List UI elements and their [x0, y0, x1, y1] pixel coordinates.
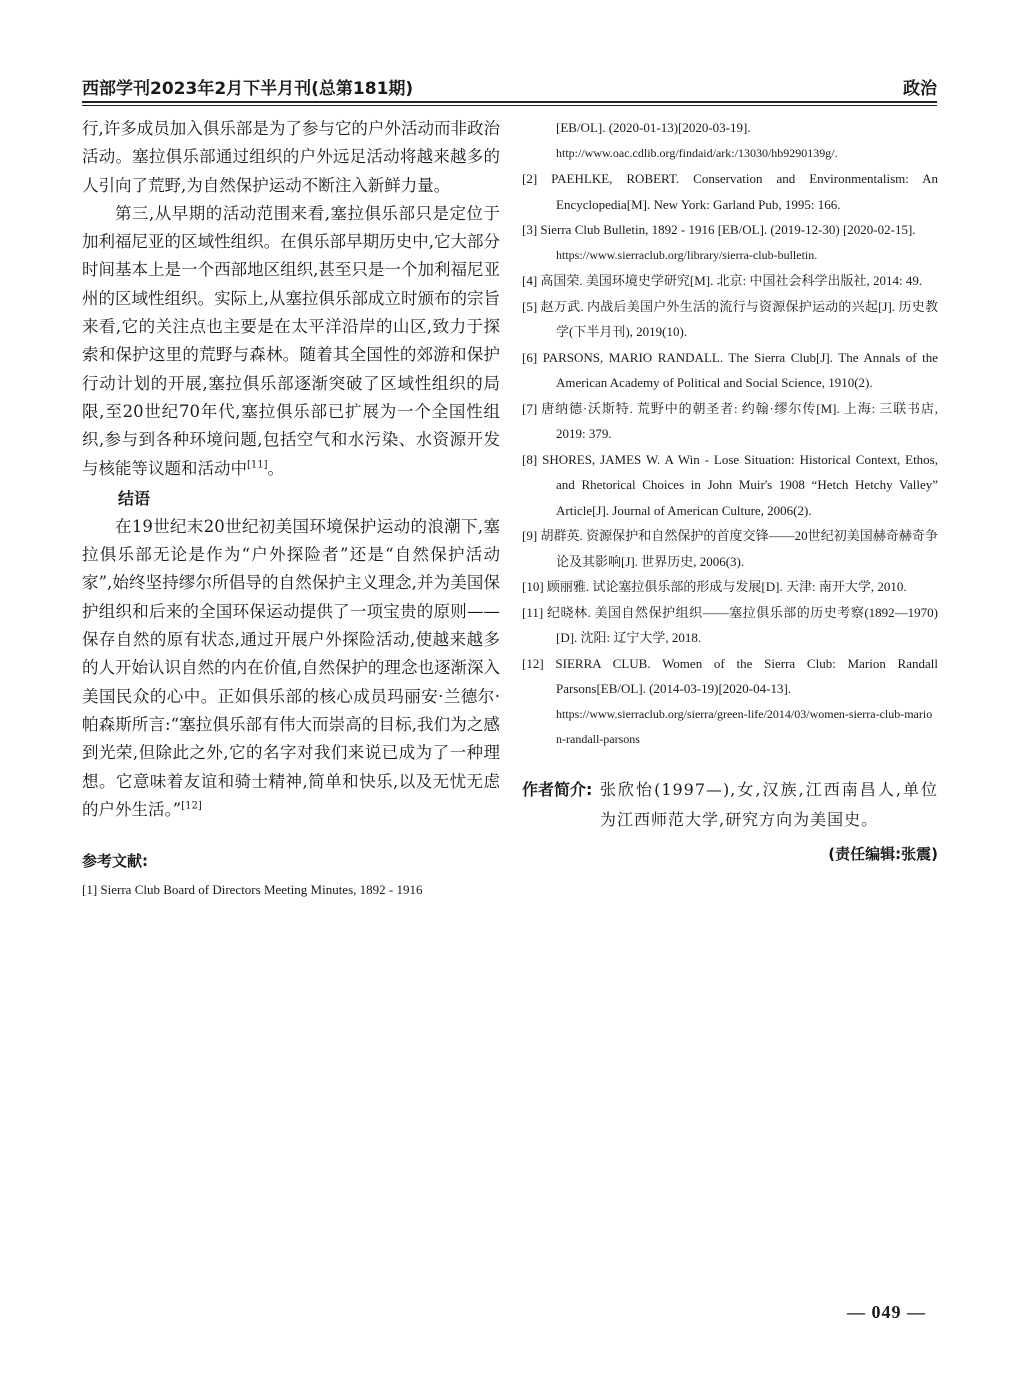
right-column: [522, 115, 938, 864]
reference-12-url: https://www.sierraclub.org/sierra/green-life/2014/03/women-sierra-club-marion-randall-parsons: [556, 706, 933, 746]
page-number: — 049 —: [847, 1302, 926, 1322]
reference-2: [2] PAEHLKE, ROBERT. Conservation and Environmentalism: An Encyclopedia[M]. New York: Garland Pub, 1995: 166.: [522, 171, 938, 212]
reference-7: [7] 唐纳德·沃斯特. 荒野中的朝圣者: 约翰·缪尔传[M]. 上海: 三联书店, 2019: 379.: [522, 400, 938, 441]
reference-9: [9] 胡群英. 资源保护和自然保护的首度交锋——20世纪初美国赫奇赫奇争论及其影响[J]. 世界历史, 2006(3).: [522, 528, 938, 569]
reference-1-url: http://www.oac.cdlib.org/findaid/ark:/13030/hb9290139g/.: [556, 145, 838, 160]
header-rule: [82, 101, 937, 103]
citation-11: [11]: [247, 459, 268, 471]
paragraph-2: [82, 200, 500, 483]
reference-1: [1] Sierra Club Board of Directors Meeting Minutes, 1892 - 1916: [82, 882, 423, 898]
author-bio-text: 张欣怡(1997—),女,汉族,江西南昌人,单位为江西师范大学,研究方向为美国史。: [600, 779, 938, 829]
reference-5: [5] 赵万武. 内战后美国户外生活的流行与资源保护运动的兴起[J]. 历史教学(下半月刊), 2019(10).: [522, 298, 938, 339]
paragraph-2-text: 第三,从早期的活动范围来看,塞拉俱乐部只是定位于加利福尼亚的区域性组织。在俱乐部早期历史中,它大部分时间基本上是一个西部地区组织,甚至只是一个加利福尼亚州的区域性组织。实际上,从塞拉俱乐部成立时颁布的宗旨来看,它的关注点也主要是在太平洋沿岸的山区,致力于探索和保护这里的荒野与森林。随着其全国性的郊游和保护行动计划的开展,塞拉俱乐部逐渐突破了区域性组织的局限,至20世纪70年代,塞拉俱乐部已扩展为一个全国性组织,参与到各种环境问题,包括空气和水污染、水资源开发与核能等议题和活动中: [82, 203, 500, 478]
citation-12: [12]: [181, 800, 202, 812]
reference-3: [3] Sierra Club Bulletin, 1892 - 1916 [EB/OL]. (2019-12-30) [2020-02-15].: [522, 222, 916, 237]
paragraph-3: [82, 513, 500, 824]
references-title: 参考文献:: [82, 852, 148, 871]
reference-4: [4] 高国荣. 美国环境史学研究[M]. 北京: 中国社会科学出版社, 2014: 49.: [522, 273, 923, 288]
reference-11: [11] 纪晓林. 美国自然保护组织——塞拉俱乐部的历史考察(1892—1970)[D]. 沈阳: 辽宁大学, 2018.: [522, 604, 938, 645]
left-column: [82, 115, 500, 903]
journal-title: 西部学刊2023年2月下半月刊(总第181期): [82, 79, 414, 99]
paragraph-2-end: 。: [267, 458, 285, 478]
reference-12: [12] SIERRA CLUB. Women of the Sierra Club: Marion Randall Parsons[EB/OL]. (2014-03-19)[2020-04-13].: [522, 655, 938, 696]
responsible-editor: (责任编辑:张震): [828, 844, 938, 863]
conclusion-heading: 结语: [118, 488, 151, 508]
header-rule-thin: [82, 105, 937, 106]
reference-3-url: https://www.sierraclub.org/library/sierra-club-bulletin.: [556, 247, 818, 262]
reference-8: [8] SHORES, JAMES W. A Win - Lose Situation: Historical Context, Ethos, and Rhetorical Choices in John Muir's 1908 “Hetch Hetchy Valley” Article[J]. Journal of American Culture, 2006(2).: [522, 451, 938, 518]
author-bio-label: 作者简介:: [522, 779, 593, 799]
reference-6: [6] PARSONS, MARIO RANDALL. The Sierra Club[J]. The Annals of the American Academy of Political and Social Science, 1910(2).: [522, 349, 938, 390]
section-label: 政治: [903, 79, 937, 99]
reference-10: [10] 顾丽雅. 试论塞拉俱乐部的形成与发展[D]. 天津: 南开大学, 2010.: [522, 579, 907, 594]
paragraph-3-text: 在19世纪末20世纪初美国环境保护运动的浪潮下,塞拉俱乐部无论是作为“户外探险者”还是“自然保护活动家”,始终坚持缪尔所倡导的自然保护主义理念,并为美国保护组织和后来的全国环保运动提供了一项宝贵的原则——保存自然的原有状态,通过开展户外探险活动,使越来越多的人开始认识自然的内在价值,自然保护的理念也逐渐深入美国民众的心中。正如俱乐部的核心成员玛丽安·兰德尔·帕森斯所言:“塞拉俱乐部有伟大而崇高的目标,我们为之感到光荣,但除此之外,它的名字对我们来说已成为了一种理想。它意味着友谊和骑士精神,简单和快乐,以及无忧无虑的户外生活。”: [82, 516, 500, 819]
page-header: [82, 70, 937, 104]
author-bio: [522, 775, 938, 835]
paragraph-1: 行,许多成员加入俱乐部是为了参与它的户外活动而非政治活动。塞拉俱乐部通过组织的户外远足活动将越来越多的人引向了荒野,为自然保护运动不断注入新鲜力量。: [82, 119, 500, 195]
reference-1-continued: [EB/OL]. (2020-01-13)[2020-03-19].: [556, 120, 751, 135]
